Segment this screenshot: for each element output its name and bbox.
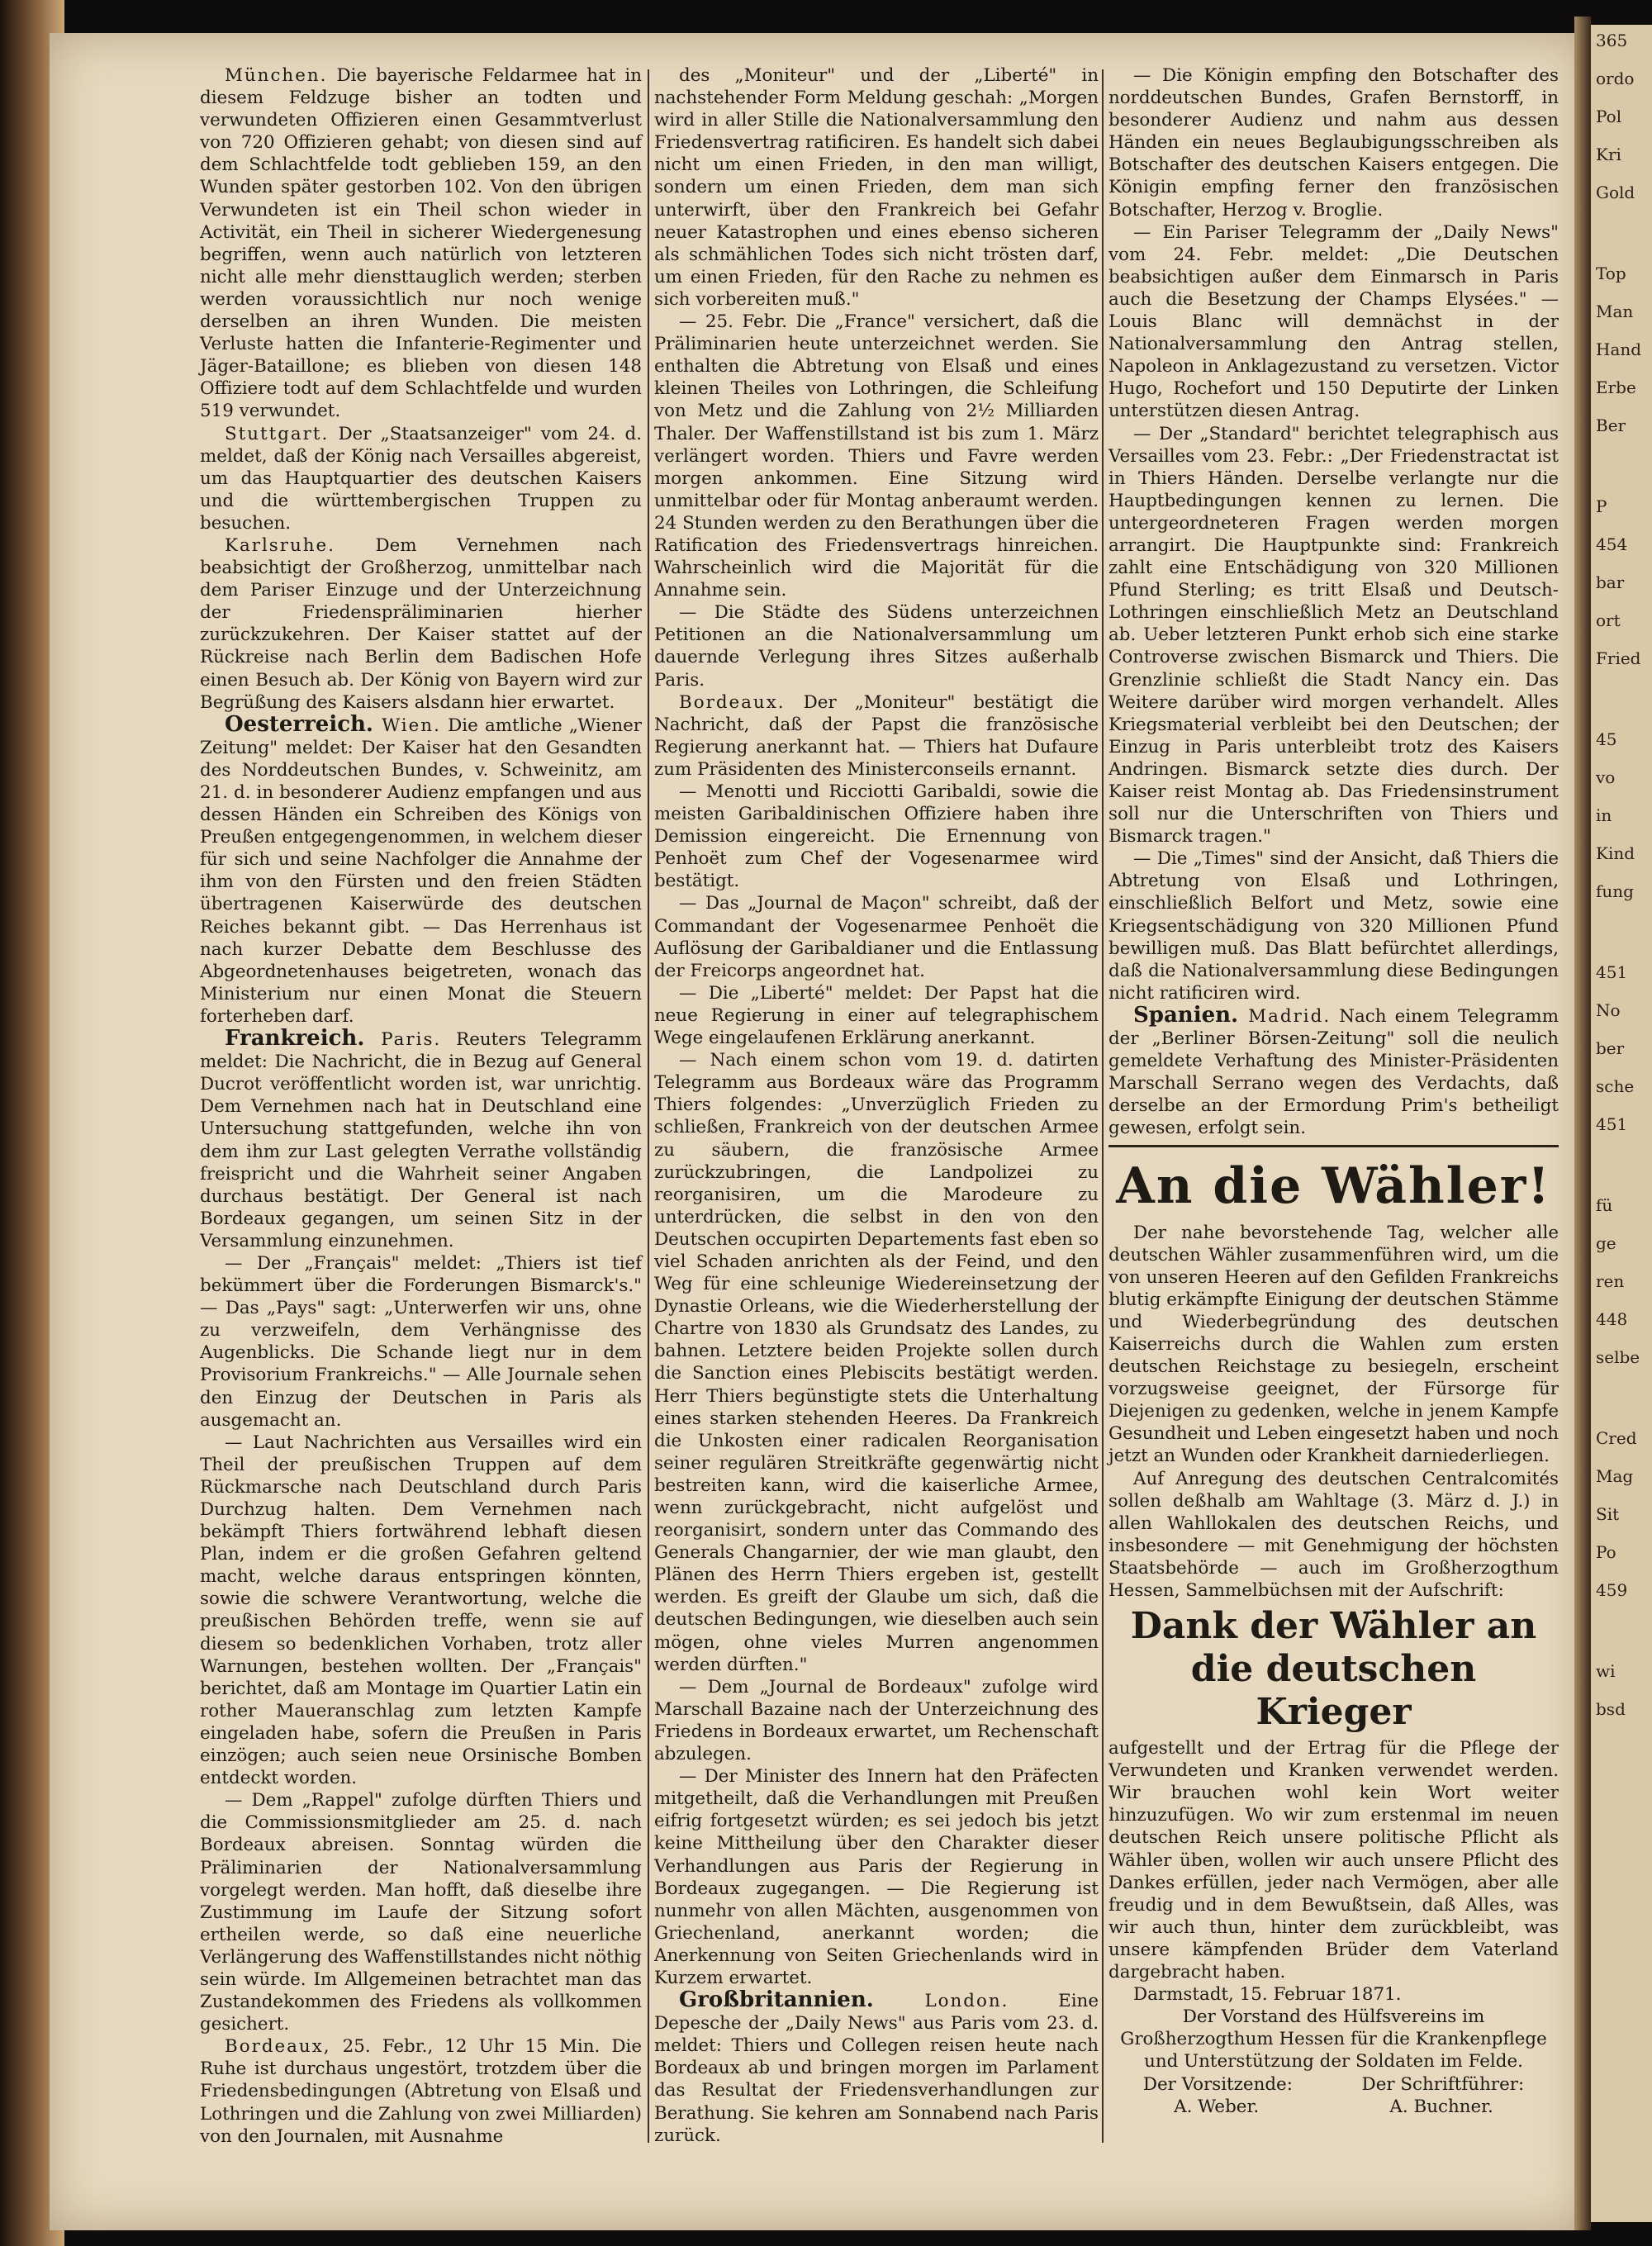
edge-fragment: Kri xyxy=(1596,145,1621,164)
dateline: Madrid. xyxy=(1238,1005,1332,1027)
edge-fragment: Mag xyxy=(1596,1466,1634,1486)
article-text: — Der „Standard" berichtet telegraphisch aus Versailles vom 23. Febr.: „Der Friedenstractat ist in Thiers Händen. Derselbe verlangte nur die Hauptbedingungen kennen zu lernen. Die untergeordneteren Fragen werden morgen arrangirt. Die Hauptpunkte sind: Frankreich zahlt eine Entschädigung von 320 Millionen Pfund Sterling; es tritt Elsaß und Deutsch-Lothringen einschließlich Metz an Deutschland ab. Ueber letzteren Punkt erhob sich eine starke Controverse zwischen Bismarck und Thiers. Die Grenzlinie schließt die Stadt Nancy ein. Das Weitere darüber wird morgen verhandelt. Alles Kriegsmaterial verbleibt bei den Deutschen; der Einzug in Paris unterbleibt trotz des Kaisers Andringen. Bismarck setzte dies durch. Der Kaiser reist Montag ab. Das Friedensinstrument soll nur die Unterschriften von Thiers und Bismarck tragen." xyxy=(1108,423,1559,848)
article-paragraph xyxy=(200,64,642,423)
edge-fragment: wi xyxy=(1596,1661,1616,1681)
edge-fragment: ber xyxy=(1596,1038,1625,1058)
edge-fragment: No xyxy=(1596,1000,1621,1020)
edge-fragment: bsd xyxy=(1596,1699,1626,1719)
article-paragraph xyxy=(200,1432,642,1790)
column-1 xyxy=(200,64,642,2148)
edge-fragment: 448 xyxy=(1596,1309,1628,1329)
edge-fragment: Pol xyxy=(1596,107,1622,126)
article-text: — Das „Journal de Maçon" schreibt, daß der Commandant der Vogesenarmee Penhoët die Auflösung der Garibaldianer und die Entlassung der Freicorps angeordnet hat. xyxy=(654,893,1099,981)
edge-fragment: Top xyxy=(1596,264,1626,283)
dateline: Bordeaux, xyxy=(225,2036,331,2058)
article-paragraph xyxy=(1108,848,1559,1004)
edge-fragment: 451 xyxy=(1596,962,1628,982)
country-heading: Großbritannien. xyxy=(679,1987,874,2013)
column-rule xyxy=(648,69,649,2143)
edge-fragment: Cred xyxy=(1596,1428,1637,1448)
column-3-news xyxy=(1108,64,1559,1140)
article-paragraph xyxy=(200,1789,642,2035)
column-rule xyxy=(1102,69,1104,2143)
chair-label: Der Vorsitzende: xyxy=(1142,2073,1293,2095)
article-paragraph xyxy=(200,711,642,1028)
edge-fragment: bar xyxy=(1596,572,1625,592)
column-2 xyxy=(654,64,1099,2147)
edge-fragment: Sit xyxy=(1596,1504,1620,1524)
article-text: — Laut Nachrichten aus Versailles wird ein Theil der preußischen Truppen auf dem Rückmarsche nach Deutschland durch Paris Durchzug halten. Dem Vernehmen nach bekämpft Thiers fortwährend lebhaft diesen Plan, indem er die großen Gefahren geltend macht, welche daraus entspringen könnten, sowie die schwere Verantwortung, welche die preußischen Behörden treffe, wenn sie auf diesem so bedenklichen Vorhaben, trotz aller Warnungen, bestehen wollten. Der „Français" berichtet, daß am Montage im Quartier Latin ein rother Maueranschlag zum letzten Kampfe eingeladen habe, sofern die Preußen in Paris einzögen; auch seien neue Orsinische Bomben entdeckt worden. xyxy=(200,1432,642,1789)
appeal-intro: Der nahe bevorstehende Tag, welcher alle deutschen Wähler zusammenführen wird, um die von unseren Heeren auf den Gefilden Frankreichs blutig erkämpfte Einigung der deutschen Stämme und Wiederbegründung des deutschen Kaiserreichs durch die Wahlen zum ersten deutschen Reichstage zu besiegeln, erscheint vorzugsweise geeignet, der Fürsorge für Diejenigen zu gedenken, welche in jenem Kampfe Gesundheit und Leben eingesetzt haben und noch jetzt an Wunden oder Krankheit darniederliegen. xyxy=(1108,1222,1559,1467)
article-paragraph xyxy=(200,2035,642,2147)
dateline: Stuttgart. xyxy=(225,423,330,444)
edge-fragment: 454 xyxy=(1596,534,1628,554)
article-text: — Ein Pariser Telegramm der „Daily News" vom 24. Febr. meldet: „Die Deutschen beabsichtigen außer dem Einmarsch in Paris auch die Besetzung der Champs Elysées." — Louis Blanc will demnächst in der Nationalversammlung den Antrag stellen, Napoleon in Anklagezustand zu versetzen. Victor Hugo, Rochefort und 150 Deputirte der Linken unterstützen diesen Antrag. xyxy=(1108,221,1559,422)
appeal-paragraph: Auf Anregung des deutschen Centralcomités sollen deßhalb am Wahltage (3. März d. J.) in allen Wahllokalen des deutschen Reichs, und insbesondere — mit Genehmigung der höchsten Staatsbehörde — auch im Großherzogthum Hessen, Sammelbüchsen mit der Aufschrift: xyxy=(1108,1468,1559,1601)
column-3 xyxy=(1108,64,1559,2118)
edge-fragment: 451 xyxy=(1596,1114,1628,1134)
article-paragraph xyxy=(654,64,1099,311)
edge-fragment: vo xyxy=(1596,767,1616,787)
country-heading: Spanien. xyxy=(1133,1002,1239,1028)
article-paragraph xyxy=(200,534,642,714)
edge-fragment: Gold xyxy=(1596,183,1635,202)
edge-fragment: 45 xyxy=(1596,729,1617,749)
article-text: — 25. Febr. Die „France" versichert, daß die Präliminarien heute unterzeichnet werden. Sie enthalten die Abtretung von Elsaß und eines kleinen Theiles von Lothringen, die Schleifung von Metz und die Zahlung von 2½ Milliarden Thaler. Der Waffenstillstand ist bis zum 1. März verlängert worden. Thiers und Favre werden morgen ankommen. Eine Sitzung wird unmittelbar oder für Montag anberaumt werden. 24 Stunden werden zu den Berathungen über die Ratification des Friedensvertrags hinreichen. Wahrscheinlich wird die Majorität für die Annahme sein. xyxy=(654,311,1099,601)
article-paragraph xyxy=(654,1765,1099,1989)
article-text: — Nach einem schon vom 19. d. datirten Telegramm aus Bordeaux wäre das Programm Thiers folgendes: „Unverzüglich Frieden zu schließen, Frankreich von der deutschen Armee zu säubern, die französische Armee zurückzubringen, die Landpolizei zu reorganisiren, um die Marodeure zu unterdrücken, die selbst in den von den Deutschen occupirten Departements fast eben so viel Schaden anrichten als der Feind, und den Weg für eine schleunige Wiedereinsetzung der Dynastie Orleans, wie die Wiederherstellung der Chartre von 1830 als Grundsatz des Landes, zu bahnen. Letztere beiden Projekte sollen durch die Sanction eines Plebiscits bestätigt werden. Herr Thiers begünstigte stets die Unterhaltung eines starken stehenden Heeres. Da Frankreich die Unkosten einer radicalen Reorganisation seiner regulären Streitkräfte gegenwärtig nicht bestreiten kann, wird die kaiserliche Armee, wenn zurückgebracht, nicht aufgelöst und reorganisirt, sondern unter das Commando des Generals Changarnier, der wie man glaubt, den Plänen des Herrn Thiers ergeben ist, gestellt werden. Es greift der Glaube um sich, daß die deutschen Bedingungen, wie dieselben auch sein mögen, ohne vieles Murren angenommen werden dürften." xyxy=(654,1050,1099,1675)
article-text: — Dem „Rappel" zufolge dürften Thiers und die Commissionsmitglieder am 25. d. nach Bordeaux abreisen. Sonntag würden die Präliminarien der Nationalversammlung vorgelegt werden. Man hofft, daß dieselbe ihre Zustimmung im Laufe der Sitzung sofort ertheilen werde, so daß eine neuerliche Verlängerung des Waffenstillstandes nicht nöthig sein würde. Im Allgemeinen betrachtet man das Zustandekommen des Friedens als vollkommen gesichert. xyxy=(200,1790,642,2035)
secretary-label: Der Schriftführer: xyxy=(1361,2073,1525,2095)
article-text: — Dem „Journal de Bordeaux" zufolge wird Marschall Bazaine nach der Unterzeichnung des Friedens in Bordeaux erwartet, um Rechenschaft abzulegen. xyxy=(654,1676,1099,1765)
article-text: Die amtliche „Wiener Zeitung" meldet: Der Kaiser hat den Gesandten des Norddeutschen Bundes, v. Schweinitz, am 21. d. in besonderer Audienz empfangen und aus dessen Händen ein Schreiben des Königs von Preußen entgegengenommen, in welchem dieser für sich und seine Nachfolger die Annahme der ihm von den Fürsten und den freien Städten übertragenen Kaiserwürde des deutschen Reiches bekannt gibt. — Das Herrenhaus ist nach kurzer Debatte dem Beschlusse des Abgeordnetenhauses beigetreten, wonach das Ministerium nur einen Monat die Steuern forterheben darf. xyxy=(200,715,642,1027)
edge-fragment: Kind xyxy=(1596,843,1635,863)
article-paragraph xyxy=(1108,423,1559,848)
voter-appeal xyxy=(1108,1156,1559,2118)
dateline: London. xyxy=(873,1991,1009,2012)
article-text: — Der Minister des Innern hat den Präfecten mitgetheilt, daß die Verhandlungen mit Preußen eifrig fortgesetzt würden; es sei jedoch bis jetzt keine Mittheilung über den Charakter dieser Verhandlungen aus Paris der Regierung in Bordeaux zugegangen. — Die Regierung ist nunmehr von allen Mächten, ausgenommen von Griechenland, anerkannt worden; die Anerkennung von Seiten Griechenlands wird in Kurzem erwartet. xyxy=(654,1766,1099,1988)
article-paragraph xyxy=(654,781,1099,892)
appeal-title: An die Wähler! xyxy=(1116,1156,1551,1215)
edge-fragment: Fried xyxy=(1596,648,1641,668)
edge-fragment: sche xyxy=(1596,1076,1635,1096)
article-text: — Die „Liberté" meldet: Der Papst hat die neue Regierung in einer auf telegraphischem Wege eingelaufenen Erklärung anerkannt. xyxy=(654,982,1099,1049)
edge-fragment: ordo xyxy=(1596,69,1635,88)
article-text: — Die Königin empfing den Botschafter des norddeutschen Bundes, Grafen Bernstorff, in besonderer Audienz und nahm aus dessen Händen ein neues Beglaubigungsschreiben als Botschafter des deutschen Kaisers entgegen. Die Königin empfing ferner den französischen Botschafter, Herzog v. Broglie. xyxy=(1108,65,1559,221)
edge-fragment: Ber xyxy=(1596,415,1626,435)
country-heading: Frankreich. xyxy=(225,1026,365,1052)
article-text: — Die „Times" sind der Ansicht, daß Thiers die Abtretung von Elsaß und Lothringen, einschließlich Belfort und Metz, sowie eine Kriegsentschädigung von 320 Millionen Pfund bewilligen muß. Das Blatt befürchtet allerdings, daß die Nationalversammlung diese Bedingungen nicht ratificiren wird. xyxy=(1108,848,1559,1004)
article-text: — Der „Français" meldet: „Thiers ist tief bekümmert über die Forderungen Bismarck's." — Das „Pays" sagt: „Unterwerfen wir uns, ohne zu verzweifeln, dem Verhängnisse des Augenblicks. Die Schande liegt nur in dem Provisorium Frankreichs." — Alle Journale sehen den Einzug der Deutschen in Paris als ausgemacht an. xyxy=(200,1252,642,1431)
section-divider xyxy=(1108,1145,1559,1147)
article-paragraph xyxy=(654,691,1099,781)
edge-fragment: fü xyxy=(1596,1195,1613,1215)
edge-fragment: Man xyxy=(1596,302,1634,321)
article-paragraph xyxy=(654,1989,1099,2147)
article-paragraph xyxy=(654,1676,1099,1765)
edge-fragment: Hand xyxy=(1596,340,1642,359)
article-text: Dem Vernehmen nach beabsichtigt der Großherzog, unmittelbar nach dem Pariser Einzuge und der Unterzeichnung der Friedenspräliminarien hierher zurückzukehren. Der Kaiser stattet auf der Rückreise nach Berlin dem Badischen Hofe einen Besuch ab. Der König von Bayern wird zur Begrüßung des Kaisers alsdann hier erwartet. xyxy=(200,534,642,713)
edge-fragment: ge xyxy=(1596,1233,1616,1253)
article-text: Die bayerische Feldarmee hat in diesem Feldzuge bisher an todten und verwundeten Offizieren einen Gesammtverlust von 720 Offizieren gehabt; von diesen sind auf dem Schlachtfelde todt geblieben 159, an den Wunden später gestorben 102. Von den übrigen Verwundeten ist ein Theil schon wieder in Activität, ein Theil in sicherer Wiedergenesung begriffen, wenn auch natürlich von letzteren nicht alle mehr diensttauglich werden; sterben werden voraussichtlich nur noch wenige derselben an ihren Wunden. Die meisten Verluste hatten die Infanterie-Regimenter und Jäger-Bataillone; es blieben von diesen 148 Offiziere todt auf dem Schlachtfelde und wurden 519 verwundet. xyxy=(200,65,642,422)
edge-fragment: in xyxy=(1596,805,1612,825)
article-text: Der „Staatsanzeiger" vom 24. d. meldet, daß der König nach Versailles abgereist, um das Hauptquartier des deutschen Kaisers und die württembergischen Truppen zu besuchen. xyxy=(200,423,642,534)
article-text: Eine Depesche der „Daily News" aus Paris vom 23. d. meldet: Thiers und Collegen reisen heute nach Bordeaux ab und bringen morgen im Parlament das Resultat der Friedensverhandlungen zur Berathung. Sie kehren am Sonnabend nach Paris zurück. xyxy=(654,1991,1099,2146)
edge-fragment: selbe xyxy=(1596,1347,1640,1367)
signature-labels xyxy=(1108,2073,1559,2096)
article-paragraph xyxy=(654,892,1099,981)
article-paragraph xyxy=(1108,64,1559,221)
article-text: Der „Moniteur" bestätigt die Nachricht, daß der Papst die französische Regierung anerkannt hat. — Thiers hat Dufaure zum Präsidenten des Ministerconseils ernannt. xyxy=(654,691,1099,780)
collection-box-inscription: Dank der Wähler an die deutschen Krieger xyxy=(1130,1605,1537,1734)
adjacent-page-edge xyxy=(1591,25,1652,2222)
edge-fragment: Po xyxy=(1596,1542,1616,1562)
article-paragraph xyxy=(654,311,1099,601)
dateline: Paris. xyxy=(364,1029,442,1051)
article-text: Reuters Telegramm meldet: Die Nachricht, die in Bezug auf General Ducrot veröffentlicht worden ist, war unrichtig. Dem Vernehmen nach hat in Deutschland eine Untersuchung stattgefunden, welche ihn von dem ihm zur Last gelegten Verrathe vollständig freispricht und die Wahrheit seiner Angaben durchaus bestätigt. Der General ist nach Bordeaux gegangen, um seinen Sitz in der Versammlung einzunehmen. xyxy=(200,1029,642,1251)
secretary-name: A. Buchner. xyxy=(1389,2096,1493,2117)
article-text: — Menotti und Ricciotti Garibaldi, sowie die meisten Garibaldinischen Offiziere haben ihre Demission eingereicht. Die Ernennung von Penhoët zum Chef der Vogesenarmee wird bestätigt. xyxy=(654,781,1099,892)
page-gutter xyxy=(1574,17,1591,2230)
article-paragraph xyxy=(200,423,642,534)
appeal-paragraph: aufgestellt und der Ertrag für die Pflege der Verwundeten und Kranken verwendet werden. Wir brauchen wohl kein Wort weiter hinzuzufügen. Wo wir zum erstenmal im neuen deutschen Reich unsere politische Pflicht als Wähler üben, wollen wir auch unsere Pflicht des Dankes erfüllen, jeder nach Vermögen, aber alle freudig und in dem Bewußtsein, daß Alles, was wir auch thun, hinter dem zurückbleibt, was unsere kämpfenden Brüder dem Vaterland dargebracht haben. xyxy=(1108,1738,1559,1983)
edge-fragment: ren xyxy=(1596,1271,1625,1291)
dateline: Bordeaux. xyxy=(679,691,786,713)
appeal-board: Der Vorstand des Hülfsvereins im Großherzogthum Hessen für die Krankenpflege und Unterstützung der Soldaten im Felde. xyxy=(1120,2006,1547,2073)
article-text: Nach einem Telegramm der „Berliner Börsen-Zeitung" soll die neulich gemeldete Verhaftung des Minister-Präsidenten Marschall Serrano wegen des Verdachts, daß derselbe an der Ermordung Prim's betheiligt gewesen, erfolgt sein. xyxy=(1108,1005,1559,1139)
article-text: des „Moniteur" und der „Liberté" in nachstehender Form Meldung geschah: „Morgen wird in aller Stille die Nationalversammlung den Friedensvertrag ratificiren. Es handelt sich dabei nicht um einen Frieden, in den man willigt, sondern um einen Frieden, dem man sich unterwirft, über den Frankreich bei Gefahr neuer Katastrophen und eines ebenso sicheren als schmählichen Todes sich nicht trösten darf, um einen Frieden, für den Rache zu nehmen es sich vorbereiten muß." xyxy=(654,65,1099,310)
article-paragraph xyxy=(200,1252,642,1432)
country-heading: Oesterreich. xyxy=(225,711,373,737)
article-paragraph xyxy=(200,1028,642,1252)
article-paragraph xyxy=(654,982,1099,1049)
edge-fragment: ort xyxy=(1596,610,1621,630)
appeal-date: Darmstadt, 15. Februar 1871. xyxy=(1133,1984,1402,2006)
edge-fragment: 365 xyxy=(1596,31,1628,50)
edge-fragment: P xyxy=(1596,496,1607,516)
dateline: Wien. xyxy=(373,715,441,736)
edge-fragment: 459 xyxy=(1596,1580,1628,1600)
dateline: München. xyxy=(225,65,328,86)
dateline: Karlsruhe. xyxy=(225,534,336,556)
article-text: 25. Febr., 12 Uhr 15 Min. Die Ruhe ist durchaus ungestört, trotzdem über die Friedensbedingungen (Abtretung von Elsaß und Lothringen und die Zahlung von zwei Milliarden) von den Journalen, mit Ausnahme xyxy=(200,2036,642,2147)
article-paragraph xyxy=(1108,1004,1559,1140)
edge-fragment: Erbe xyxy=(1596,377,1636,397)
article-paragraph xyxy=(654,601,1099,691)
chair-name: A. Weber. xyxy=(1174,2096,1260,2117)
signature-names xyxy=(1108,2096,1559,2118)
edge-fragment: fung xyxy=(1596,881,1634,901)
article-paragraph xyxy=(654,1049,1099,1676)
article-paragraph xyxy=(1108,221,1559,423)
article-text: — Die Städte des Südens unterzeichnen Petitionen an die Nationalversammlung um dauernde Verlegung ihres Sitzes außerhalb Paris. xyxy=(654,602,1099,691)
